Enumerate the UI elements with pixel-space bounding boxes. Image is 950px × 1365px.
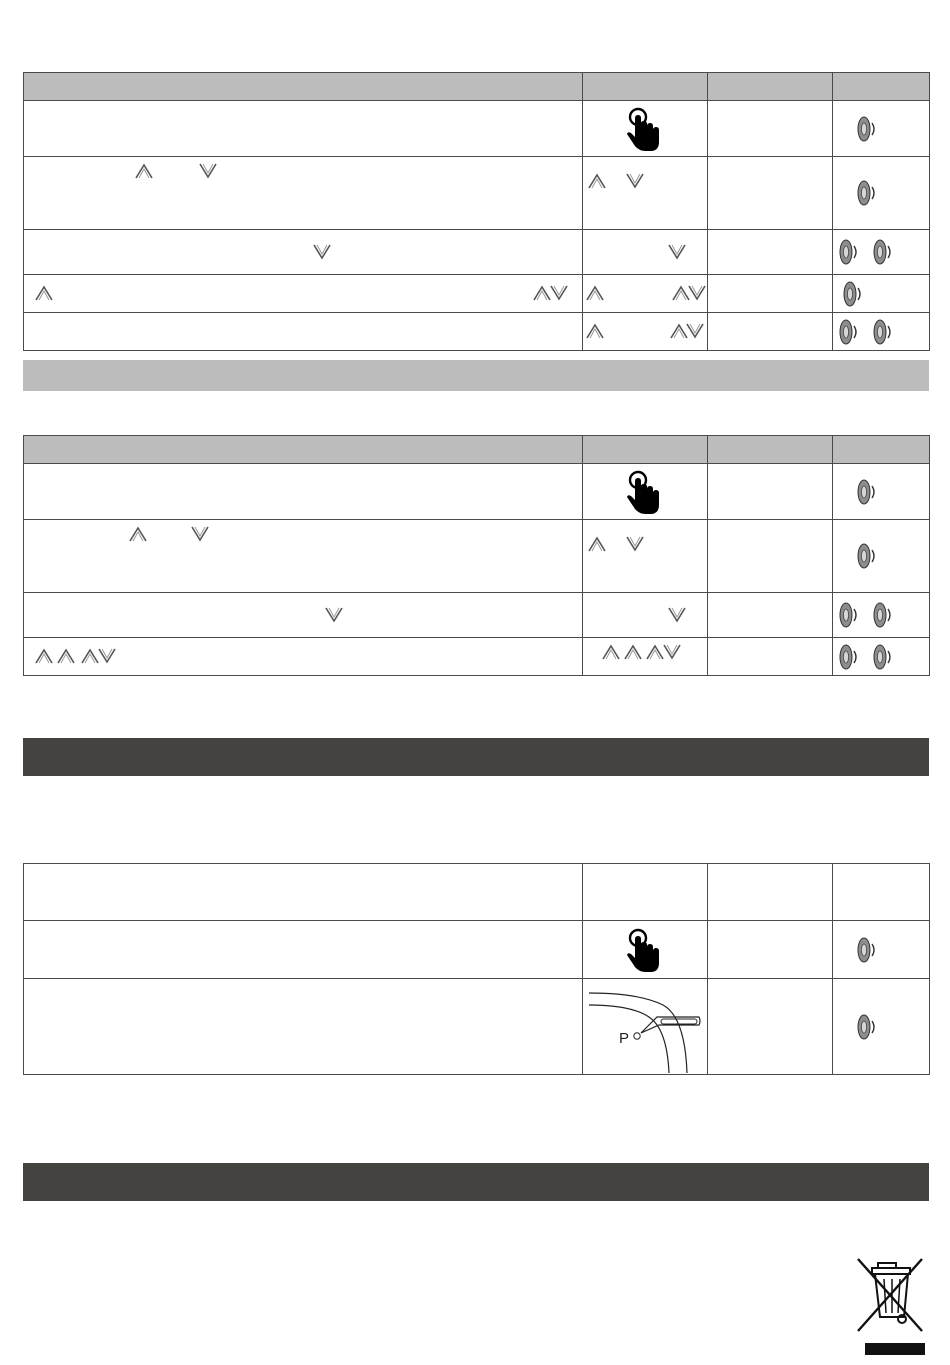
section-band-dark — [23, 1163, 929, 1201]
chevron-up-icon — [587, 173, 607, 189]
beep-cell — [833, 638, 930, 676]
chevron-down-icon — [662, 644, 682, 660]
description-cell — [24, 101, 583, 157]
chevron-up-icon — [56, 648, 76, 664]
action-cell — [583, 593, 708, 638]
beep-cell — [833, 520, 930, 593]
speaker-icon — [873, 643, 893, 671]
speaker-icon — [857, 179, 877, 207]
beep-cell — [833, 230, 930, 275]
chevron-up-icon — [623, 644, 643, 660]
chevron-down-icon — [312, 244, 332, 260]
chevron-down-icon — [667, 607, 687, 623]
action-cell — [583, 101, 708, 157]
table-row — [24, 275, 930, 313]
chevron-down-icon — [685, 323, 705, 339]
action-cell — [583, 275, 708, 313]
chevron-up-icon — [585, 323, 605, 339]
table-row — [24, 464, 930, 520]
status-cell — [708, 230, 833, 275]
pin-label: P — [619, 1030, 630, 1047]
crossed-bin-icon — [850, 1255, 930, 1355]
status-cell — [708, 157, 833, 230]
action-cell — [583, 864, 708, 921]
reset-table — [23, 863, 930, 1075]
chevron-down-icon — [687, 285, 707, 301]
action-cell — [583, 520, 708, 593]
beep-cell — [833, 313, 930, 351]
action-cell — [583, 979, 708, 1075]
speaker-icon — [873, 601, 893, 629]
chevron-down-icon — [625, 173, 645, 189]
beep-cell — [833, 275, 930, 313]
description-cell — [24, 230, 583, 275]
pin-reset-diagram — [587, 987, 703, 1078]
table-row — [24, 520, 930, 593]
description-cell — [24, 593, 583, 638]
status-cell — [708, 864, 833, 921]
touch-hand-icon — [626, 927, 662, 973]
beep-cell — [833, 921, 930, 979]
chevron-down-icon — [549, 285, 569, 301]
chevron-up-icon — [34, 648, 54, 664]
action-cell — [583, 313, 708, 351]
action-cell — [583, 157, 708, 230]
header-cell — [833, 73, 930, 101]
speaker-icon — [873, 238, 893, 266]
section-band-light — [23, 360, 929, 391]
description-cell — [24, 638, 583, 676]
chevron-up-icon — [601, 644, 621, 660]
table-row — [24, 921, 930, 979]
table-row — [24, 979, 930, 1075]
beep-cell — [833, 464, 930, 520]
table-row — [24, 593, 930, 638]
description-cell — [24, 864, 583, 921]
beep-cell — [833, 101, 930, 157]
chevron-down-icon — [97, 648, 117, 664]
description-cell — [24, 921, 583, 979]
chevron-down-icon — [667, 244, 687, 260]
section-band-dark — [23, 738, 929, 776]
status-cell — [708, 464, 833, 520]
speaker-icon — [857, 542, 877, 570]
speaker-icon — [857, 936, 877, 964]
status-cell — [708, 638, 833, 676]
description-cell — [24, 157, 583, 230]
beep-cell — [833, 157, 930, 230]
chevron-down-icon — [625, 536, 645, 552]
table-row — [24, 864, 930, 921]
beep-cell — [833, 979, 930, 1075]
touch-hand-icon — [626, 469, 662, 515]
speaker-icon — [843, 280, 863, 308]
status-cell — [708, 275, 833, 313]
chevron-down-icon — [190, 526, 210, 542]
beep-cell — [833, 864, 930, 921]
table-row — [24, 101, 930, 157]
header-cell — [24, 73, 583, 101]
table-row — [24, 313, 930, 351]
chevron-down-icon — [324, 607, 344, 623]
speaker-icon — [839, 601, 859, 629]
table-row — [24, 230, 930, 275]
chevron-down-icon — [198, 163, 218, 179]
chevron-up-icon — [34, 285, 54, 301]
speaker-icon — [873, 318, 893, 346]
header-cell — [833, 436, 930, 464]
chevron-up-icon — [134, 163, 154, 179]
speaker-icon — [839, 238, 859, 266]
chevron-up-icon — [128, 526, 148, 542]
status-cell — [708, 979, 833, 1075]
speaker-icon — [857, 1013, 877, 1041]
description-cell — [24, 520, 583, 593]
speaker-icon — [857, 115, 877, 143]
table-header-row — [24, 73, 930, 101]
settings-table-1 — [23, 72, 930, 351]
speaker-icon — [857, 478, 877, 506]
header-cell — [708, 436, 833, 464]
status-cell — [708, 593, 833, 638]
status-cell — [708, 921, 833, 979]
status-cell — [708, 101, 833, 157]
action-cell — [583, 921, 708, 979]
chevron-up-icon — [587, 536, 607, 552]
action-cell — [583, 230, 708, 275]
table-header-row — [24, 436, 930, 464]
touch-hand-icon — [626, 106, 662, 152]
speaker-icon — [839, 318, 859, 346]
header-cell — [708, 73, 833, 101]
beep-cell — [833, 593, 930, 638]
status-cell — [708, 520, 833, 593]
description-cell — [24, 275, 583, 313]
description-cell — [24, 464, 583, 520]
description-cell — [24, 313, 583, 351]
action-cell — [583, 464, 708, 520]
settings-table-2 — [23, 435, 930, 676]
status-cell — [708, 313, 833, 351]
chevron-up-icon — [585, 285, 605, 301]
speaker-icon — [839, 643, 859, 671]
action-cell — [583, 638, 708, 676]
header-cell — [24, 436, 583, 464]
header-cell — [583, 436, 708, 464]
table-row — [24, 638, 930, 676]
table-row — [24, 157, 930, 230]
header-cell — [583, 73, 708, 101]
description-cell — [24, 979, 583, 1075]
